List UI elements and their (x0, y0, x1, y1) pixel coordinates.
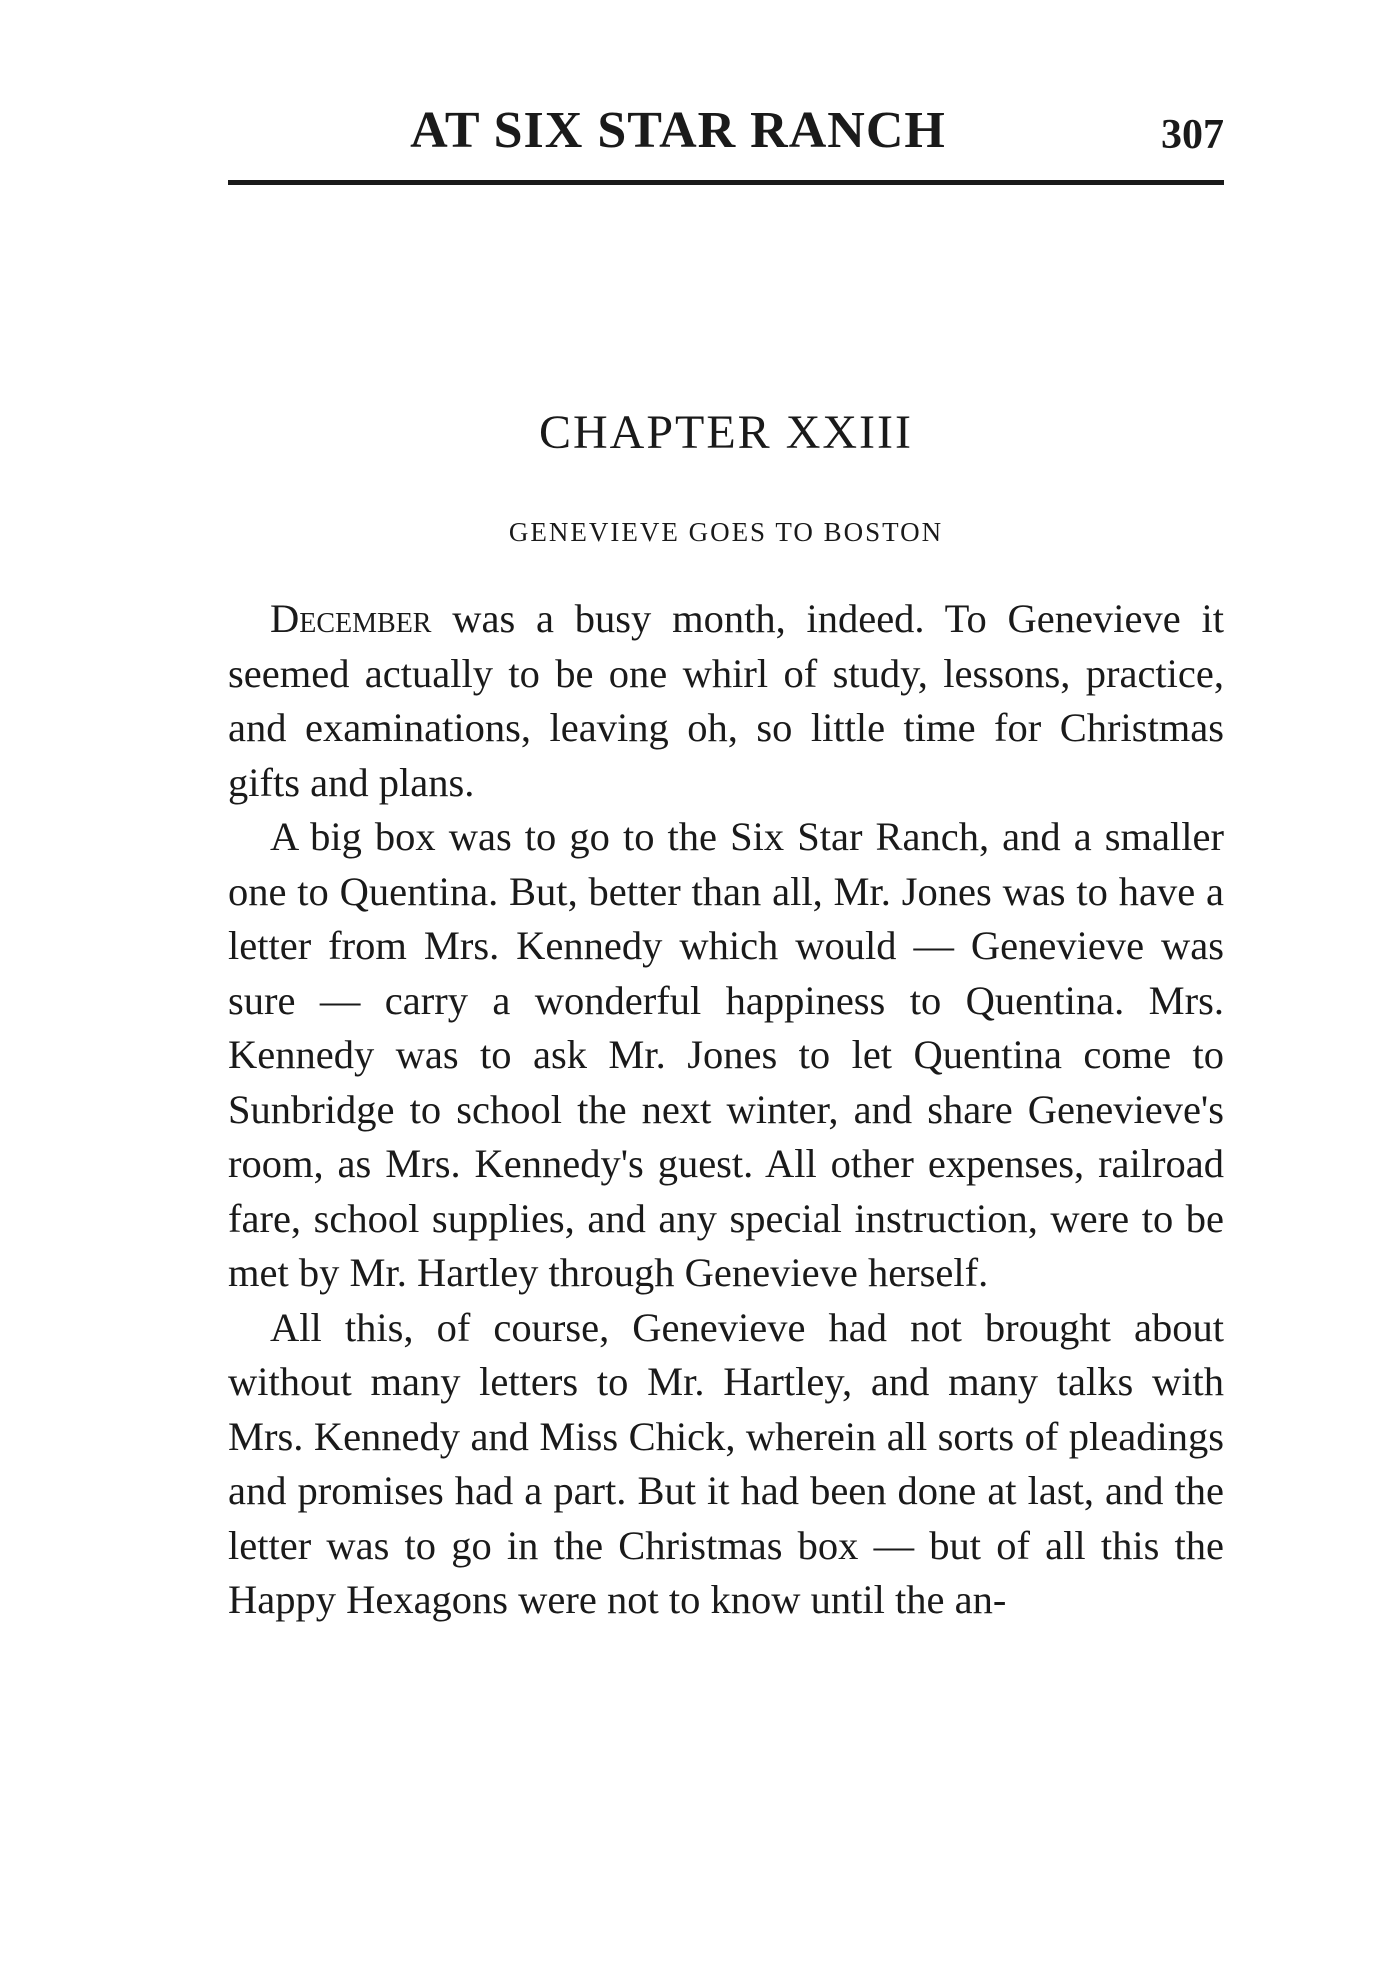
paragraph-1-first-word: December (270, 596, 432, 641)
paragraph-1 (228, 592, 1224, 810)
chapter-number: CHAPTER XXIII (539, 406, 913, 459)
paragraph-2: A big box was to go to the Six Star Ranch, and a smaller one to Quentina. But, better than all, Mr. Jones was to have a letter from Mrs. Kennedy which would — Genevieve was sure — carry a wonderful happiness to Quentina. Mrs. Kennedy was to ask Mr. Jones to let Quentina come to Sunbridge to school the next winter, and share Genevieve's room, as Mrs. Kennedy's guest. All other expenses, railroad fare, school supplies, and any special instruction, were to be met by Mr. Hartley through Genevieve herself. (228, 814, 1224, 1295)
running-title: AT SIX STAR RANCH (410, 102, 946, 159)
chapter-title: GENEVIEVE GOES TO BOSTON (508, 517, 944, 547)
running-head (228, 96, 1224, 166)
body-text (228, 592, 1224, 1628)
page-number: 307 (1161, 112, 1224, 158)
paragraph-1-text: was a busy month, indeed. To Genevieve it seemed actually to be one whirl of study, lessons, practice, and examinations, leaving oh, so little time for Christmas gifts and plans. (228, 596, 1224, 805)
paragraph-3: All this, of course, Genevieve had not brought about without many letters to Mr. Hartley, and many talks with Mrs. Kennedy and Miss Chick, wherein all sorts of pleadings and promises had a part. But it had been done at last, and the letter was to go in the Christmas box — but of all this the Happy Hexagons were not to know until the an- (228, 1304, 1224, 1622)
header-rule (228, 180, 1224, 185)
